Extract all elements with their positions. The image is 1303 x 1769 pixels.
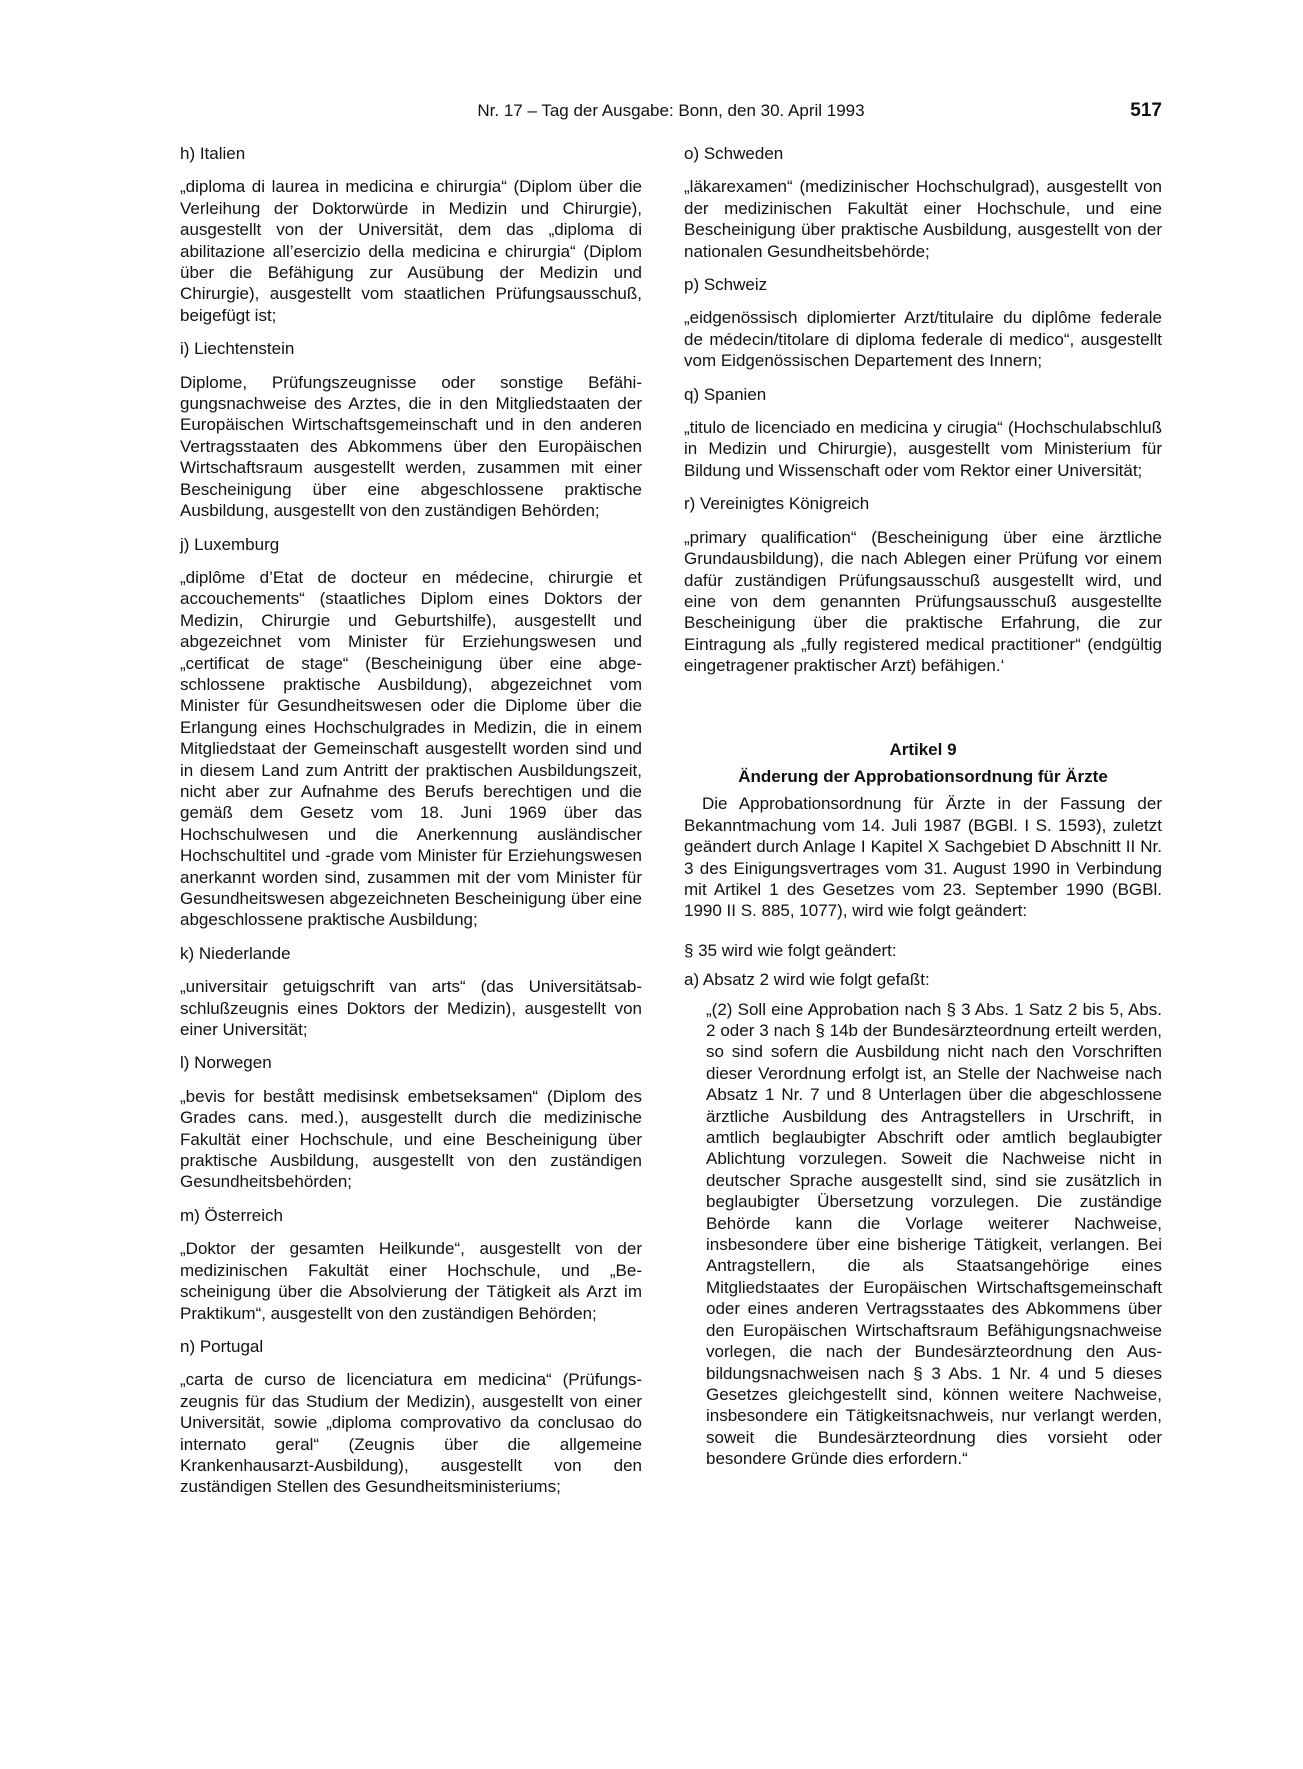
- section-heading: l) Norwegen: [180, 1053, 272, 1073]
- section-text: „titulo de licenciado en medicina y cirugia“ (Hochschulabschluß in Medizin und Chirurgie), ausgestellt vom Ministerium für Bildung und Wissenschaft oder vom Rektor einer Universität;: [684, 418, 1162, 480]
- section-r: [684, 493, 1162, 676]
- section-heading: k) Niederlande: [180, 943, 291, 963]
- article-intro: Die Approbationsordnung für Ärzte in der Fassung der Bekanntmachung vom 14. Juli 1987 (BGBl. I S. 1593), zuletzt geändert durch Anlage I Kapitel X Sachgebiet D Abschnitt II Nr. 3 des Einigungsvertrages vom 31. August 1990 in Verbindung mit Artikel 1 des Gesetzes vom 23. September 1990 (BGBl. 1990 II S. 885, 1077), wird wie folgt geändert:: [684, 794, 1162, 921]
- section-heading: j) Luxemburg: [180, 534, 280, 554]
- section-k: [180, 943, 642, 1041]
- section-heading: o) Schweden: [684, 144, 784, 163]
- article-section-line: § 35 wird wie folgt geändert:: [684, 940, 897, 960]
- article-item-a: a) Absatz 2 wird wie folgt gefaßt:: [684, 970, 930, 990]
- section-i: [180, 338, 642, 521]
- section-text: „primary qualification“ (Bescheinigung über eine ärztliche Grundausbildung), die nach Ablegen einer Prüfung vor einem dafür zuständigen Prüfungsausschuß ausgestellt wird, und eine von dem genannten Prüfungsausschuß ausgestellte Bescheinigung über die praktische Erfahrung, die zur Eintragung als „fully registered medical practitioner“ (endgültig eingetragener praktischer Arzt) befähigen.‘: [684, 527, 1162, 676]
- article-9: [684, 739, 1162, 1470]
- section-text: Diplome, Prüfungszeugnisse oder sonstige Befähigungsnachweise des Arztes, die in den Mitgliedstaaten der Europäischen Wirtschaftsgemeinschaft und in den anderen Vertragsstaaten des Abkommens über den Europäischen Wirtschaftsraum ausgestellt werden, zusammen mit einer Bescheinigung über eine abgeschlossene praktische Ausbildung, ausgestellt von den zuständigen Behörden;: [180, 372, 642, 521]
- section-heading: h) Italien: [180, 144, 246, 163]
- page-header: [180, 98, 1162, 124]
- section-heading: i) Liechtenstein: [180, 339, 295, 359]
- section-heading: n) Portugal: [180, 1336, 264, 1356]
- section-n: [180, 1336, 642, 1498]
- section-l: [180, 1052, 642, 1192]
- section-text: „eidgenössisch diplomierter Arzt/titulaire du diplôme federale de médecin/titolare di diploma federale di medico“, ausgestellt vom Eidgenössischen Departement des Innern;: [684, 308, 1162, 371]
- section-heading: q) Spanien: [684, 384, 767, 404]
- section-q: [684, 384, 1162, 482]
- page-number: 517: [1130, 100, 1162, 121]
- section-text: „diplôme d’Etat de docteur en médecine, chirurgie et accouchements“ (staatliches Diplom eines Doktors der Medizin, Chirurgie und Geburtshilfe), ausgestellt und abgezeichnet vom Minister für Erziehungswesen und „certificat de stage“ (Bescheinigung über eine abgeschlossene praktische Ausbildung), abgezeichnet vom Minister für Gesundheitswesen oder die Diplome über die Erlangung eines Hochschulgrades in Medizin, die in einem Mitgliedstaat der Gemeinschaft ausgestellt worden sind und in diesem Land zum Antritt der praktischen Ausbildungszeit, nicht aber zur Aufnahme des Berufs berechtigen und die gemäß dem Gesetz vom 18. Juni 1969 über das Hochschulwesen und die Anerkennung ausländischer Hochschultitel und -grade vom Minister für Erziehungswesen anerkannt worden sind, zusammen mit der vom Minister für Gesundheitswesen abgezeichneten Bescheinigung über eine abgeschlossene praktische Ausbildung;: [180, 567, 642, 930]
- section-p: [684, 274, 1162, 372]
- section-text: „diploma di laurea in medicina e chirurgia“ (Diplom über die Verleihung der Doktorwürde in Medizin und Chirurgie), ausgestellt von der Universität, dem das „diploma di abilitazione all’esercizio della medicina e chirurgia“ (Diplom über die Befähigung zur Ausübung der Medizin und Chirurgie), ausgestellt vom staatlichen Prüfungsausschuß, beigefügt ist;: [180, 177, 642, 325]
- section-j: [180, 534, 642, 931]
- section-o: [684, 143, 1162, 262]
- issue-line: Nr. 17 – Tag der Ausgabe: Bonn, den 30. April 1993: [477, 101, 865, 120]
- article-quote: „(2) Soll eine Approbation nach § 3 Abs. 1 Satz 2 bis 5, Abs. 2 oder 3 nach § 14b der Bundesärzteordnung erteilt werden, so sind sofern die Ausbildung nicht nach den Vorschriften dieser Verordnung erfolgt ist, an Stelle der Nachweise nach Absatz 1 Nr. 7 und 8 Unterlagen über die abgeschlossene ärztliche Ausbildung des Antragstellers in Urschrift, in amtlich beglaubigter Abschrift oder amtlich beglaubigter Ablichtung vorzulegen. Soweit die Nachweise nicht in deutscher Sprache ausgestellt sind, sind sie zusätzlich in beglaubigter Übersetzung vorzulegen. Die zuständige Behörde kann die Vorlage weiterer Nachweise, insbesondere über eine bisherige Tätigkeit, verlangen. Bei Antragstellern, die als Staatsangehörige eines Mitgliedstaates der Europäischen Wirtschaftsgemeinschaft oder eines anderen Vertragsstaates des Abkommens über den Europäischen Wirtschaftsraum Befähigungsnachweise vorlegen, die nach der Bundesärzteordnung den Ausbildungsnachweisen nach § 3 Abs. 1 Nr. 4 und 5 dieses Gesetzes gleichgestellt sind, können weitere Nachweise, insbesondere ein Tätigkeitsnachweis, nur verlangt werden, soweit die Bundesärzteordnung dies vorsieht oder besondere Gründe dies erfordern.“: [706, 999, 1162, 1469]
- section-m: [180, 1205, 642, 1324]
- section-heading: m) Österreich: [180, 1205, 283, 1225]
- section-text: „läkarexamen“ (medizinischer Hochschulgrad), ausgestellt von der medizinischen Fakultät einer Hochschule, und eine Bescheinigung über praktische Ausbildung, ausgestellt von der nationalen Gesundheitsbehörde;: [684, 177, 1162, 261]
- article-subtitle: Änderung der Approbationsordnung für Ärzte: [738, 766, 1108, 786]
- left-column: [180, 143, 642, 1510]
- section-text: „universitair getuigschrift van arts“ (das Universitätsabschlußzeugnis eines Doktors der Medizin), ausgestellt von einer Universität;: [180, 977, 642, 1040]
- section-text: „Doktor der gesamten Heilkunde“, ausgestellt von der medizinischen Fakultät einer Hochschule, und „Bescheinigung über die Absolvierung der Tätigkeit als Arzt im Praktikum“, ausgestellt von den zuständigen Behörden;: [180, 1239, 642, 1323]
- section-heading: p) Schweiz: [684, 275, 768, 295]
- section-h: [180, 143, 642, 326]
- section-heading: r) Vereinigtes Königreich: [684, 494, 870, 514]
- right-column: [684, 143, 1162, 1482]
- article-title: Artikel 9: [889, 739, 957, 759]
- section-text: „carta de curso de licenciatura em medicina“ (Prüfungszeugnis für das Studium der Medizin), ausgestellt von einer Universität, sowie „diploma comprovativo da conclusao do internato geral“ (Zeugnis über die allgemeine Krankenhausarzt-Ausbildung), ausgestellt von den zuständigen Stellen des Gesundheitsministeriums;: [180, 1370, 642, 1497]
- section-text: „bevis for bestått medisinsk embetseksamen“ (Diplom des Grades cans. med.), ausgestellt durch die medizinische Fakultät einer Hochschule, und eine Bescheinigung über praktische Ausbildung, ausgestellt von den zuständigen Gesundheitsbehörden;: [180, 1086, 642, 1192]
